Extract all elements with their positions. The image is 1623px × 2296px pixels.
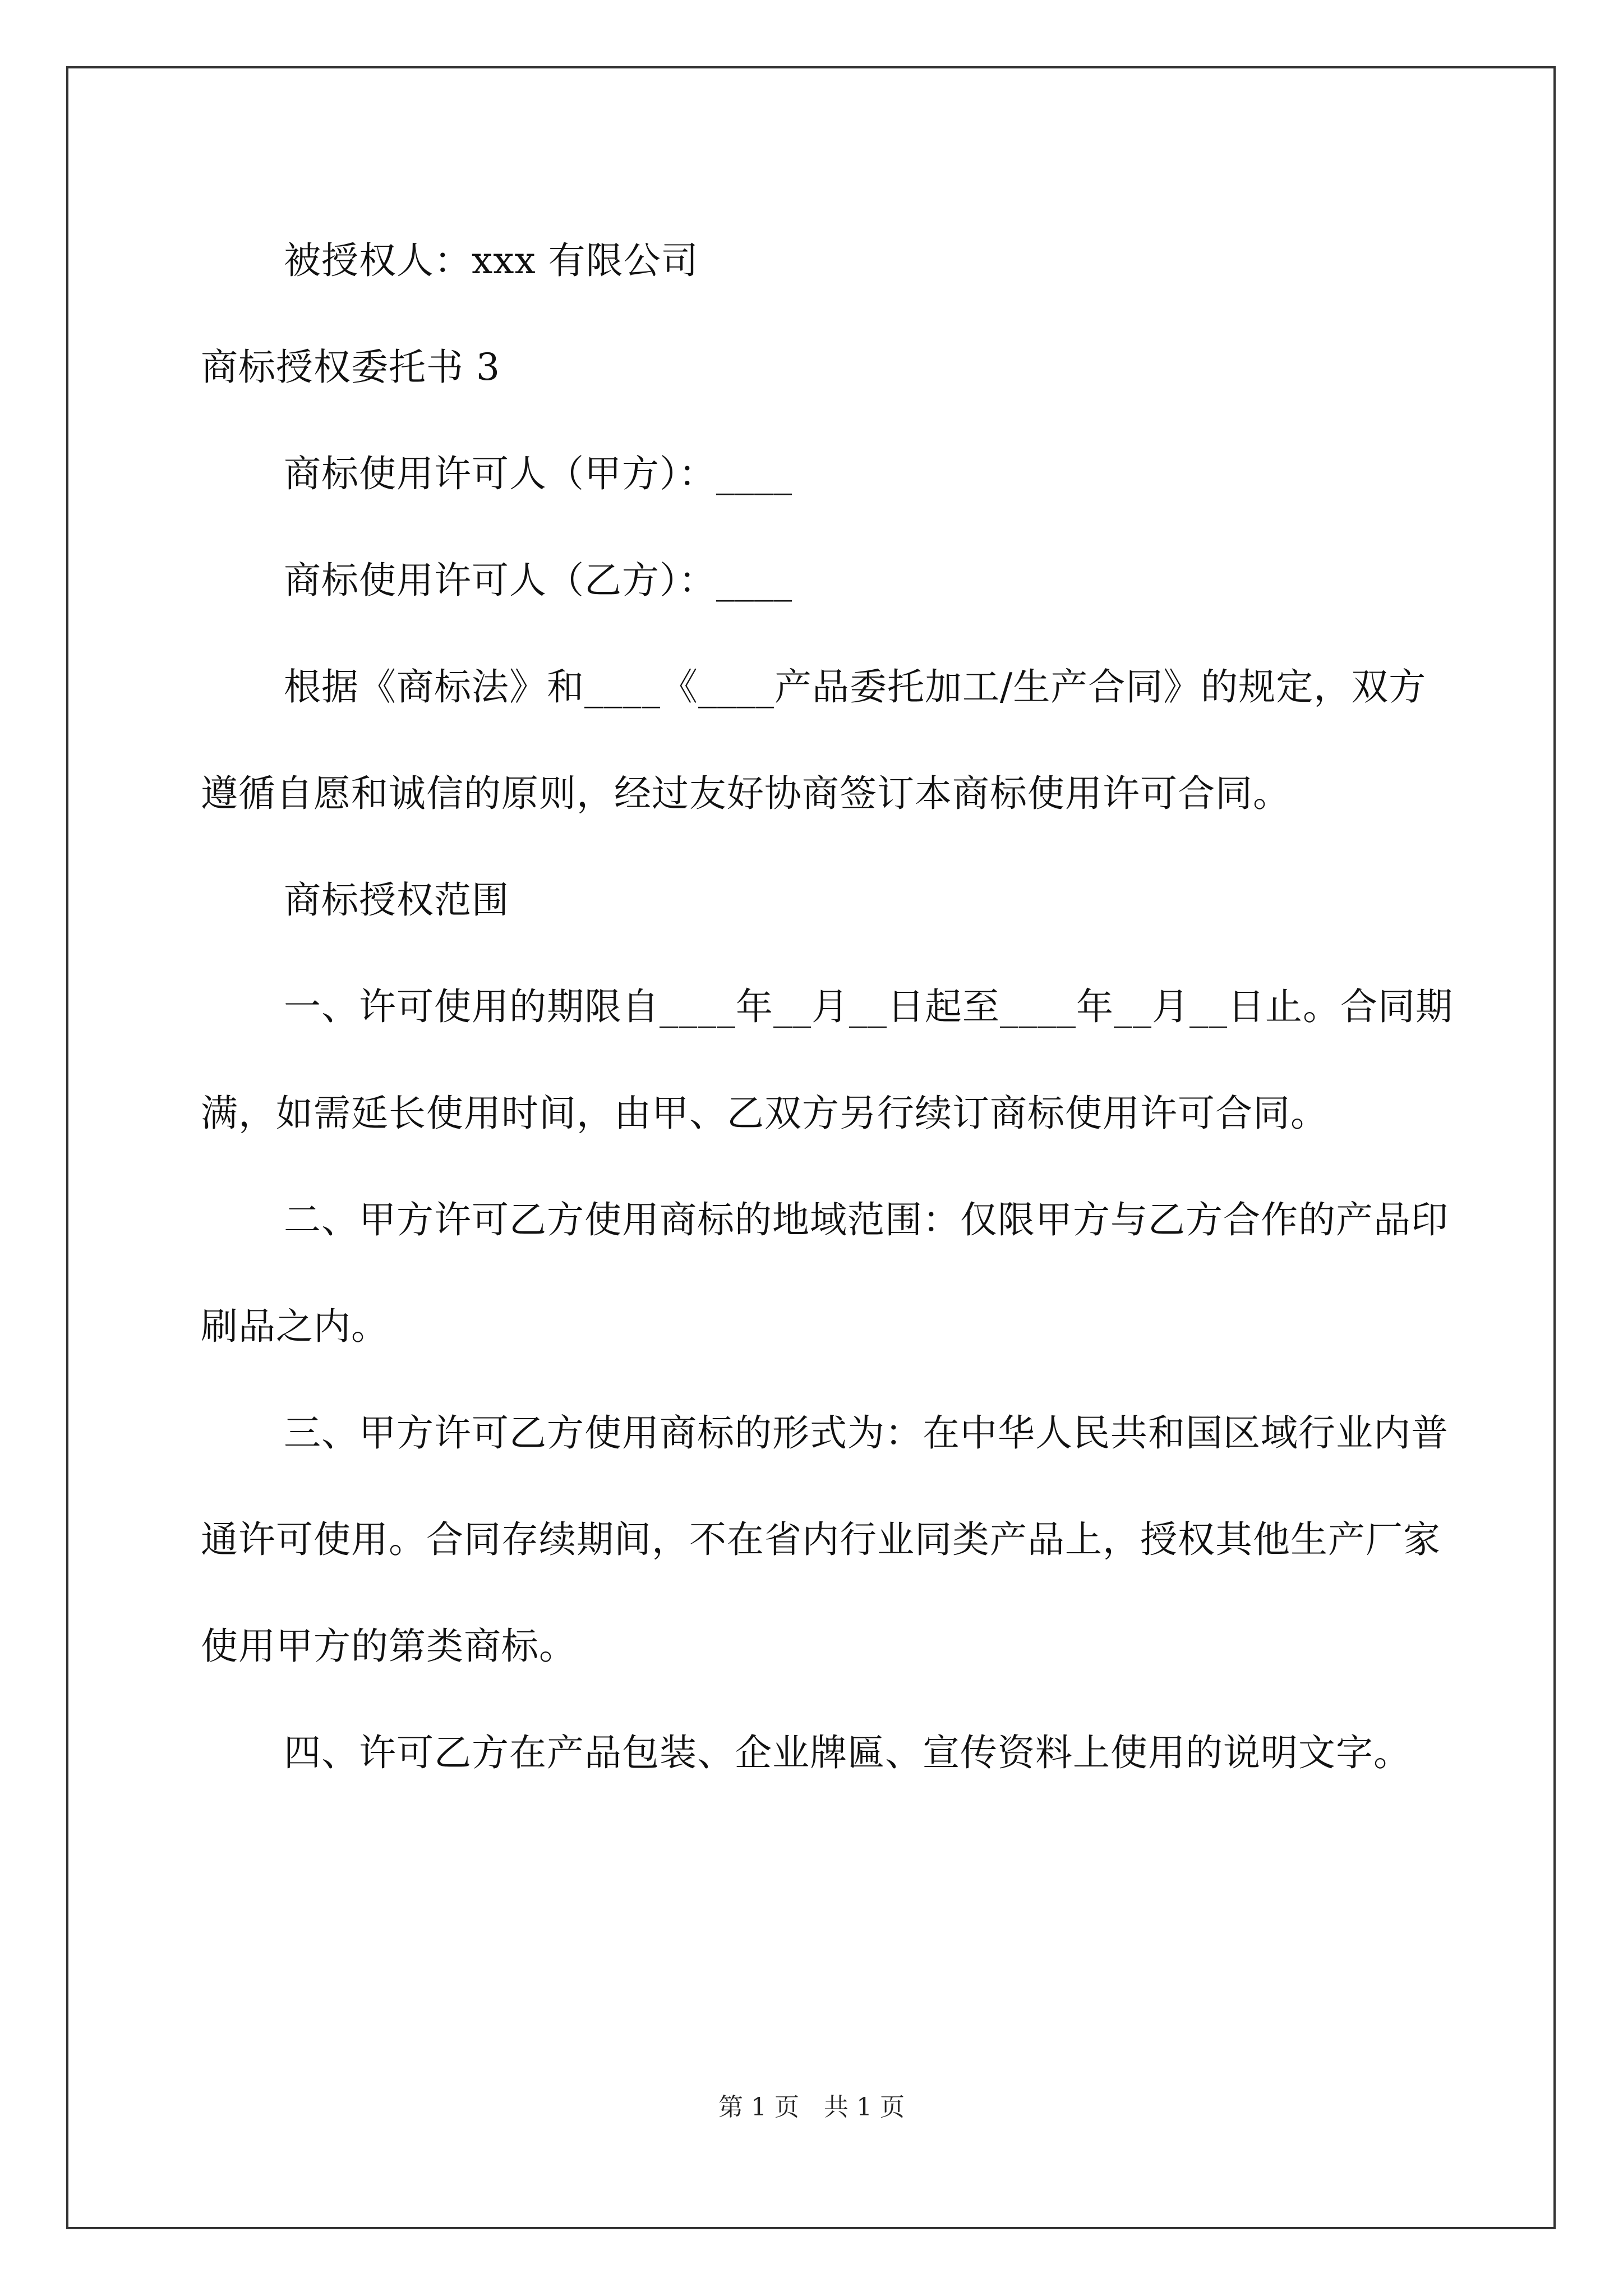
clause-4-paragraph: 四、许可乙方在产品包装、企业牌匾、宣传资料上使用的说明文字。 [284, 1731, 1411, 1774]
scope-heading: 商标授权范围 [284, 878, 509, 922]
party-a-line: 商标使用许可人（甲方）：____ [284, 452, 792, 495]
document-title: 商标授权委托书 3 [201, 346, 500, 389]
document-body [201, 208, 1457, 1806]
clause-3-paragraph: 三、甲方许可乙方使用商标的形式为：在中华人民共和国区域行业内普通许可使用。合同存续期间，不在省内行业同类产品上，授权其他生产厂家使用甲方的第类商标。 [201, 1411, 1449, 1668]
preamble-paragraph: 根据《商标法》和____《____产品委托加工/生产合同》的规定，双方遵循自愿和诚信的原则，经过友好协商签订本商标使用许可合同。 [201, 665, 1427, 815]
licensee-line: 被授权人：xxx 有限公司 [284, 239, 699, 282]
clause-1-paragraph: 一、许可使用的期限自____年__月__日起至____年__月__日止。合同期满，如需延长使用时间，由甲、乙双方另行续订商标使用许可合同。 [201, 985, 1453, 1135]
clause-2-paragraph: 二、甲方许可乙方使用商标的地域范围：仅限甲方与乙方合作的产品印刷品之内。 [201, 1198, 1449, 1348]
party-b-line: 商标使用许可人（乙方）：____ [284, 559, 792, 602]
page-footer: 第 1 页 共 1 页 [718, 2093, 905, 2122]
